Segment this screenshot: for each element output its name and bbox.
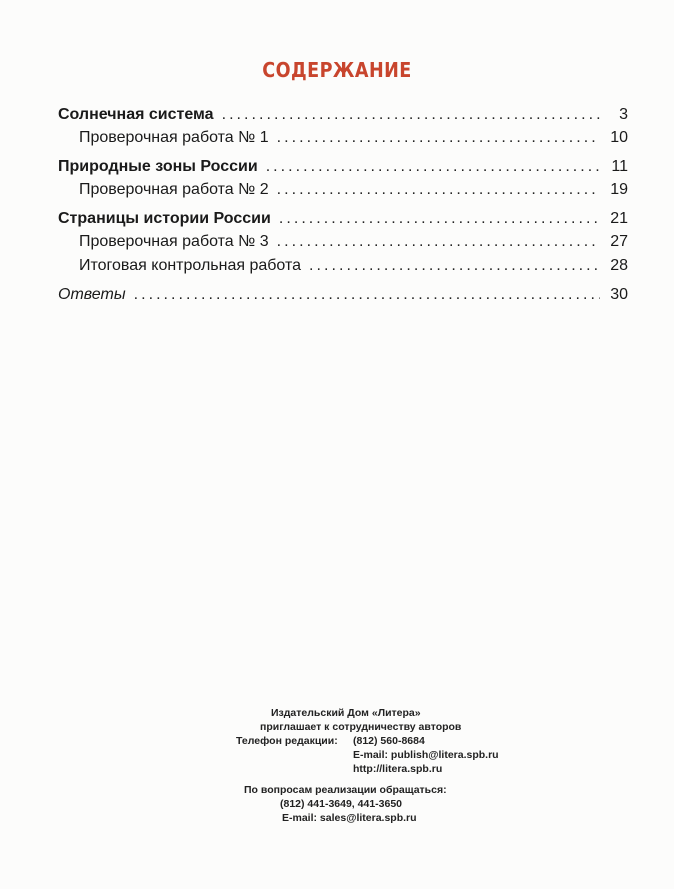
page-title: СОДЕРЖАНИЕ xyxy=(262,58,412,82)
toc-entry-page: 11 xyxy=(611,158,628,175)
toc-entry-solar-system[interactable] xyxy=(58,105,628,125)
phone-label: Телефон редакции: xyxy=(236,735,338,747)
toc-entry-label: Проверочная работа № 1 xyxy=(79,129,269,146)
toc-entry-answers[interactable] xyxy=(58,285,628,305)
publisher-invite: приглашает к сотрудничеству авторов xyxy=(260,721,462,733)
toc-entry-page: 30 xyxy=(610,286,628,303)
dot-leader xyxy=(134,285,600,305)
toc-entry-label: Ответы xyxy=(58,286,126,303)
toc-entry-page: 21 xyxy=(610,210,628,227)
dot-leader xyxy=(266,157,600,177)
dot-leader xyxy=(277,232,600,252)
dot-leader xyxy=(309,256,600,276)
toc-entry-label: Итоговая контрольная работа xyxy=(79,257,302,274)
dot-leader xyxy=(279,209,600,229)
sales-heading: По вопросам реализации обращаться: xyxy=(244,784,447,796)
toc-entry-natural-zones[interactable] xyxy=(58,157,628,177)
toc-entry-history-pages[interactable] xyxy=(58,209,628,229)
toc-entry-page: 28 xyxy=(610,257,628,274)
dot-leader xyxy=(222,105,600,125)
phone-number: (812) 560-8684 xyxy=(353,735,425,747)
publisher-website: http://litera.spb.ru xyxy=(353,763,443,775)
toc-entry-page: 27 xyxy=(610,233,628,250)
toc-entry-label: Проверочная работа № 2 xyxy=(79,181,269,198)
sales-phones: (812) 441-3649, 441-3650 xyxy=(280,798,403,810)
toc-entry-label: Солнечная система xyxy=(58,106,214,123)
toc-entry-page: 3 xyxy=(619,106,628,123)
toc-entry-label: Страницы истории России xyxy=(58,210,271,227)
dot-leader xyxy=(277,180,600,200)
toc-entry-test-1[interactable] xyxy=(79,128,628,148)
publisher-email: E-mail: publish@litera.spb.ru xyxy=(353,749,499,761)
publisher-name: Издательский Дом «Литера» xyxy=(271,707,421,719)
toc-entry-test-2[interactable] xyxy=(79,180,628,200)
dot-leader xyxy=(277,128,600,148)
toc-entry-final-test[interactable] xyxy=(79,256,628,276)
toc-entry-label: Проверочная работа № 3 xyxy=(79,233,269,250)
toc-entry-page: 10 xyxy=(610,129,628,146)
toc-entry-test-3[interactable] xyxy=(79,232,628,252)
toc-entry-page: 19 xyxy=(610,181,628,198)
toc-entry-label: Природные зоны России xyxy=(58,158,258,175)
sales-email: E-mail: sales@litera.spb.ru xyxy=(282,812,417,824)
